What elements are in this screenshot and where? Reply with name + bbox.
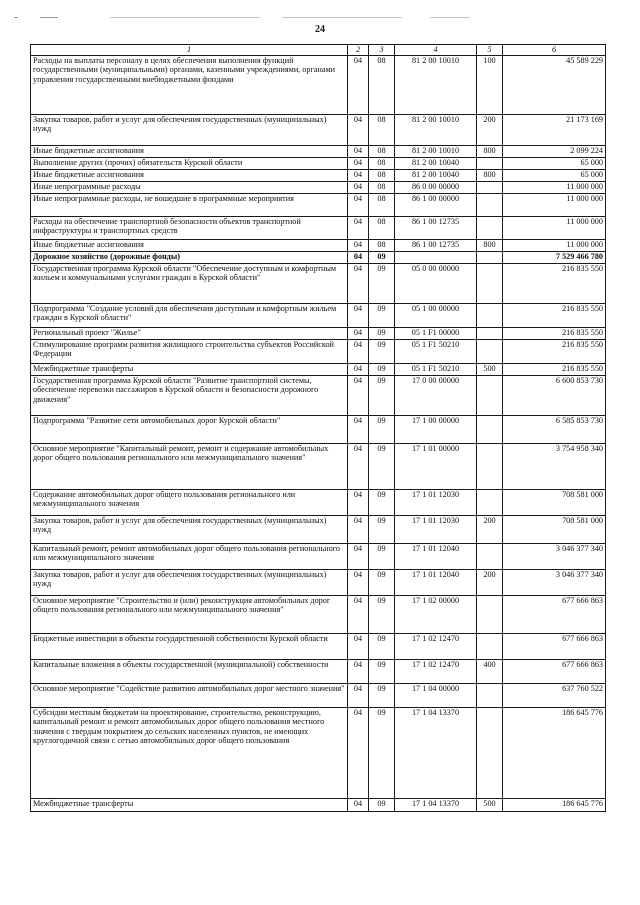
- subsection-code-cell: 09: [369, 489, 395, 515]
- subsection-code-cell: 08: [369, 216, 395, 239]
- amount-cell: 677 666 863: [503, 659, 606, 683]
- target-article-code-cell: 81 2 00 10010: [395, 145, 477, 157]
- expense-name-cell: Содержание автомобильных дорог общего пользования регионального или межмуниципального значения: [31, 489, 348, 515]
- expense-name-cell: Субсидии местным бюджетам на проектирование, строительство, реконструкцию, капитальный ремонт и ремонт автомобильных дорог общего пользования местного значения с твердым покрытием до сельских населенных пунктов, не имеющих круглогодичной связи с сетью автомобильных дорог общего пользования: [31, 707, 348, 798]
- table-row: [31, 339, 606, 363]
- expense-type-code-cell: 500: [477, 798, 503, 811]
- expense-type-code-cell: 200: [477, 569, 503, 595]
- expense-name-cell: Иные бюджетные ассигнования: [31, 145, 348, 157]
- subsection-code-cell: 08: [369, 239, 395, 251]
- table-row: [31, 145, 606, 157]
- table-row: [31, 114, 606, 145]
- expense-name-cell: Закупка товаров, работ и услуг для обеспечения государственных (муниципальных) нужд: [31, 114, 348, 145]
- subsection-code-cell: 09: [369, 569, 395, 595]
- section-code-cell: 04: [348, 798, 369, 811]
- target-article-code-cell: [395, 251, 477, 263]
- table-row: [31, 375, 606, 415]
- table-header-row: [31, 45, 606, 56]
- expense-type-code-cell: 400: [477, 659, 503, 683]
- subsection-code-cell: 08: [369, 145, 395, 157]
- section-code-cell: 04: [348, 251, 369, 263]
- subsection-code-cell: 08: [369, 193, 395, 216]
- table-row: [31, 263, 606, 303]
- expense-name-cell: Иные бюджетные ассигнования: [31, 239, 348, 251]
- expense-type-code-cell: [477, 375, 503, 415]
- target-article-code-cell: 17 1 01 12030: [395, 515, 477, 543]
- scan-artifact-line: [282, 17, 402, 18]
- table-row: [31, 55, 606, 114]
- amount-cell: 186 645 776: [503, 798, 606, 811]
- table-row: [31, 157, 606, 169]
- table-row: [31, 515, 606, 543]
- expense-name-cell: Государственная программа Курской области "Обеспечение доступным и комфортным жильем и коммунальными услугами граждан в Курской области": [31, 263, 348, 303]
- section-code-cell: 04: [348, 515, 369, 543]
- table-row: [31, 659, 606, 683]
- table-row: [31, 363, 606, 375]
- section-code-cell: 04: [348, 145, 369, 157]
- section-code-cell: 04: [348, 216, 369, 239]
- subsection-code-cell: 09: [369, 339, 395, 363]
- target-article-code-cell: 05 1 F1 50210: [395, 363, 477, 375]
- amount-cell: 2 099 224: [503, 145, 606, 157]
- expense-type-code-cell: [477, 181, 503, 193]
- expense-name-cell: Капитальный ремонт, ремонт автомобильных дорог общего пользования регионального или межмуниципального значения: [31, 543, 348, 569]
- section-code-cell: 04: [348, 55, 369, 114]
- subsection-code-cell: 09: [369, 515, 395, 543]
- target-article-code-cell: 86 0 00 00000: [395, 181, 477, 193]
- table-row: [31, 489, 606, 515]
- section-code-cell: 04: [348, 363, 369, 375]
- expense-type-code-cell: 500: [477, 363, 503, 375]
- expense-name-cell: Межбюджетные трансферты: [31, 798, 348, 811]
- expense-type-code-cell: [477, 193, 503, 216]
- expense-name-cell: Закупка товаров, работ и услуг для обеспечения государственных (муниципальных) нужд: [31, 569, 348, 595]
- subsection-code-cell: 09: [369, 263, 395, 303]
- subsection-code-cell: 09: [369, 303, 395, 327]
- section-code-cell: 04: [348, 683, 369, 707]
- expense-type-code-cell: [477, 327, 503, 339]
- target-article-code-cell: 17 1 02 12470: [395, 659, 477, 683]
- table-row: [31, 303, 606, 327]
- subsection-code-cell: 09: [369, 543, 395, 569]
- subsection-code-cell: 09: [369, 595, 395, 633]
- amount-cell: 11 000 000: [503, 193, 606, 216]
- expense-type-code-cell: 800: [477, 145, 503, 157]
- table-row: [31, 595, 606, 633]
- subsection-code-cell: 09: [369, 327, 395, 339]
- section-code-cell: 04: [348, 569, 369, 595]
- subsection-code-cell: 08: [369, 169, 395, 181]
- subsection-code-cell: 08: [369, 55, 395, 114]
- expense-name-cell: Основное мероприятие "Капитальный ремонт, ремонт и содержание автомобильных дорог общего пользования регионального или межмуниципального значения": [31, 443, 348, 489]
- budget-allocation-table: [30, 44, 606, 812]
- table-row: [31, 415, 606, 443]
- table-row: [31, 798, 606, 811]
- expense-type-code-cell: [477, 707, 503, 798]
- amount-cell: 216 835 550: [503, 327, 606, 339]
- expense-type-code-cell: 800: [477, 239, 503, 251]
- section-code-cell: 04: [348, 375, 369, 415]
- expense-name-cell: Расходы на обеспечение транспортной безопасности объектов транспортной инфраструктуры и транспортных средств: [31, 216, 348, 239]
- subsection-code-cell: 09: [369, 633, 395, 659]
- section-code-cell: 04: [348, 633, 369, 659]
- section-code-cell: 04: [348, 443, 369, 489]
- expense-name-cell: Межбюджетные трансферты: [31, 363, 348, 375]
- amount-cell: 216 835 550: [503, 339, 606, 363]
- scan-artifact-line: [110, 17, 260, 18]
- amount-cell: 216 835 550: [503, 303, 606, 327]
- expense-name-cell: Подпрограмма "Развитие сети автомобильных дорог Курской области": [31, 415, 348, 443]
- target-article-code-cell: 17 1 04 13370: [395, 707, 477, 798]
- column-header: 3: [369, 45, 395, 56]
- table-row: [31, 216, 606, 239]
- expense-type-code-cell: [477, 339, 503, 363]
- amount-cell: 216 835 550: [503, 363, 606, 375]
- target-article-code-cell: 81 2 00 10010: [395, 55, 477, 114]
- expense-name-cell: Закупка товаров, работ и услуг для обеспечения государственных (муниципальных) нужд: [31, 515, 348, 543]
- expense-type-code-cell: [477, 543, 503, 569]
- page-number: 24: [315, 24, 325, 35]
- amount-cell: 65 000: [503, 157, 606, 169]
- table-row: [31, 443, 606, 489]
- section-code-cell: 04: [348, 193, 369, 216]
- section-code-cell: 04: [348, 339, 369, 363]
- amount-cell: 3 046 377 340: [503, 569, 606, 595]
- expense-type-code-cell: [477, 633, 503, 659]
- table-row: [31, 633, 606, 659]
- expense-type-code-cell: [477, 443, 503, 489]
- amount-cell: 3 754 958 340: [503, 443, 606, 489]
- target-article-code-cell: 86 1 00 12735: [395, 239, 477, 251]
- target-article-code-cell: 05 1 F1 00000: [395, 327, 477, 339]
- section-code-cell: 04: [348, 707, 369, 798]
- amount-cell: 677 666 863: [503, 633, 606, 659]
- target-article-code-cell: 17 1 01 12040: [395, 543, 477, 569]
- amount-cell: 6 585 853 730: [503, 415, 606, 443]
- subsection-code-cell: 08: [369, 114, 395, 145]
- target-article-code-cell: 81 2 00 10010: [395, 114, 477, 145]
- amount-cell: 708 581 000: [503, 515, 606, 543]
- expense-type-code-cell: [477, 595, 503, 633]
- amount-cell: 3 046 377 340: [503, 543, 606, 569]
- expense-name-cell: Бюджетные инвестиции в объекты государственной собственности Курской области: [31, 633, 348, 659]
- expense-type-code-cell: [477, 415, 503, 443]
- expense-type-code-cell: 200: [477, 515, 503, 543]
- subsection-code-cell: 09: [369, 375, 395, 415]
- table-row: [31, 707, 606, 798]
- section-code-cell: 04: [348, 543, 369, 569]
- target-article-code-cell: 17 0 00 00000: [395, 375, 477, 415]
- section-code-cell: 04: [348, 263, 369, 303]
- amount-cell: 45 589 229: [503, 55, 606, 114]
- expense-type-code-cell: [477, 263, 503, 303]
- section-code-cell: 04: [348, 659, 369, 683]
- table-row: [31, 251, 606, 263]
- amount-cell: 637 760 522: [503, 683, 606, 707]
- target-article-code-cell: 17 1 04 13370: [395, 798, 477, 811]
- expense-name-cell: Иные непрограммные расходы, не вошедшие в программные мероприятия: [31, 193, 348, 216]
- column-header: 5: [477, 45, 503, 56]
- target-article-code-cell: 17 1 01 00000: [395, 443, 477, 489]
- scan-artifact-line: [40, 17, 58, 18]
- expense-name-cell: Расходы на выплаты персоналу в целях обеспечения выполнения функций государственными (муниципальными) органами, казенными учреждениями, органами управления государственными внебюджетными фондами: [31, 55, 348, 114]
- expense-name-cell: Государственная программа Курской области "Развитие транспортной системы, обеспечение перевозки пассажиров в Курской области и безопасности дорожного движения": [31, 375, 348, 415]
- expense-type-code-cell: [477, 216, 503, 239]
- amount-cell: 65 000: [503, 169, 606, 181]
- target-article-code-cell: 17 1 01 12030: [395, 489, 477, 515]
- table-row: [31, 569, 606, 595]
- table-row: [31, 327, 606, 339]
- expense-name-cell: Подпрограмма "Создание условий для обеспечения доступным и комфортным жильем граждан в Курской области": [31, 303, 348, 327]
- target-article-code-cell: 17 1 02 12470: [395, 633, 477, 659]
- expense-type-code-cell: [477, 303, 503, 327]
- section-code-cell: 04: [348, 303, 369, 327]
- table-row: [31, 169, 606, 181]
- column-header: 2: [348, 45, 369, 56]
- table-row: [31, 181, 606, 193]
- section-code-cell: 04: [348, 114, 369, 145]
- target-article-code-cell: 05 1 F1 50210: [395, 339, 477, 363]
- target-article-code-cell: 05 0 00 00000: [395, 263, 477, 303]
- section-code-cell: 04: [348, 181, 369, 193]
- expense-type-code-cell: 200: [477, 114, 503, 145]
- scan-artifact-line: [14, 17, 18, 18]
- expense-type-code-cell: [477, 251, 503, 263]
- amount-cell: 7 529 466 780: [503, 251, 606, 263]
- amount-cell: 11 000 000: [503, 181, 606, 193]
- section-code-cell: 04: [348, 239, 369, 251]
- target-article-code-cell: 81 2 00 10040: [395, 169, 477, 181]
- column-header: 6: [503, 45, 606, 56]
- target-article-code-cell: 17 1 02 00000: [395, 595, 477, 633]
- expense-name-cell: Стимулирование программ развития жилищного строительства субъектов Российской Федерации: [31, 339, 348, 363]
- subsection-code-cell: 09: [369, 707, 395, 798]
- subsection-code-cell: 09: [369, 415, 395, 443]
- expense-type-code-cell: 100: [477, 55, 503, 114]
- target-article-code-cell: 17 1 04 00000: [395, 683, 477, 707]
- expense-type-code-cell: 800: [477, 169, 503, 181]
- scan-artifact-line: [430, 17, 470, 18]
- expense-name-cell: Основное мероприятие "Строительство и (или) реконструкция автомобильных дорог общего пользования регионального или межмуниципального значения": [31, 595, 348, 633]
- expense-type-code-cell: [477, 489, 503, 515]
- section-code-cell: 04: [348, 169, 369, 181]
- subsection-code-cell: 09: [369, 251, 395, 263]
- target-article-code-cell: 86 1 00 00000: [395, 193, 477, 216]
- amount-cell: 11 000 000: [503, 216, 606, 239]
- expense-name-cell: Капитальные вложения в объекты государственной (муниципальной) собственности: [31, 659, 348, 683]
- subsection-code-cell: 08: [369, 157, 395, 169]
- subsection-code-cell: 09: [369, 443, 395, 489]
- expense-type-code-cell: [477, 157, 503, 169]
- amount-cell: 708 581 000: [503, 489, 606, 515]
- subsection-code-cell: 09: [369, 798, 395, 811]
- expense-name-cell: Основное мероприятие "Содействие развитию автомобильных дорог местного значения": [31, 683, 348, 707]
- amount-cell: 677 666 863: [503, 595, 606, 633]
- section-code-cell: 04: [348, 327, 369, 339]
- column-header: 1: [31, 45, 348, 56]
- expense-name-cell: Выполнение других (прочих) обязательств Курской области: [31, 157, 348, 169]
- target-article-code-cell: 86 1 00 12735: [395, 216, 477, 239]
- amount-cell: 216 835 550: [503, 263, 606, 303]
- amount-cell: 6 600 853 730: [503, 375, 606, 415]
- amount-cell: 21 173 169: [503, 114, 606, 145]
- table-row: [31, 683, 606, 707]
- amount-cell: 186 645 776: [503, 707, 606, 798]
- section-code-cell: 04: [348, 415, 369, 443]
- table-row: [31, 193, 606, 216]
- subsection-code-cell: 09: [369, 659, 395, 683]
- target-article-code-cell: 17 1 00 00000: [395, 415, 477, 443]
- table-row: [31, 239, 606, 251]
- expense-type-code-cell: [477, 683, 503, 707]
- subsection-code-cell: 09: [369, 683, 395, 707]
- expense-name-cell: Иные бюджетные ассигнования: [31, 169, 348, 181]
- expense-name-cell: Иные непрограммные расходы: [31, 181, 348, 193]
- column-header: 4: [395, 45, 477, 56]
- subsection-code-cell: 09: [369, 363, 395, 375]
- expense-name-cell: Региональный проект "Жилье": [31, 327, 348, 339]
- section-code-cell: 04: [348, 595, 369, 633]
- table-row: [31, 543, 606, 569]
- target-article-code-cell: 05 1 00 00000: [395, 303, 477, 327]
- target-article-code-cell: 81 2 00 10040: [395, 157, 477, 169]
- expense-name-cell: Дорожное хозяйство (дорожные фонды): [31, 251, 348, 263]
- section-code-cell: 04: [348, 489, 369, 515]
- section-code-cell: 04: [348, 157, 369, 169]
- amount-cell: 11 000 000: [503, 239, 606, 251]
- target-article-code-cell: 17 1 01 12040: [395, 569, 477, 595]
- subsection-code-cell: 08: [369, 181, 395, 193]
